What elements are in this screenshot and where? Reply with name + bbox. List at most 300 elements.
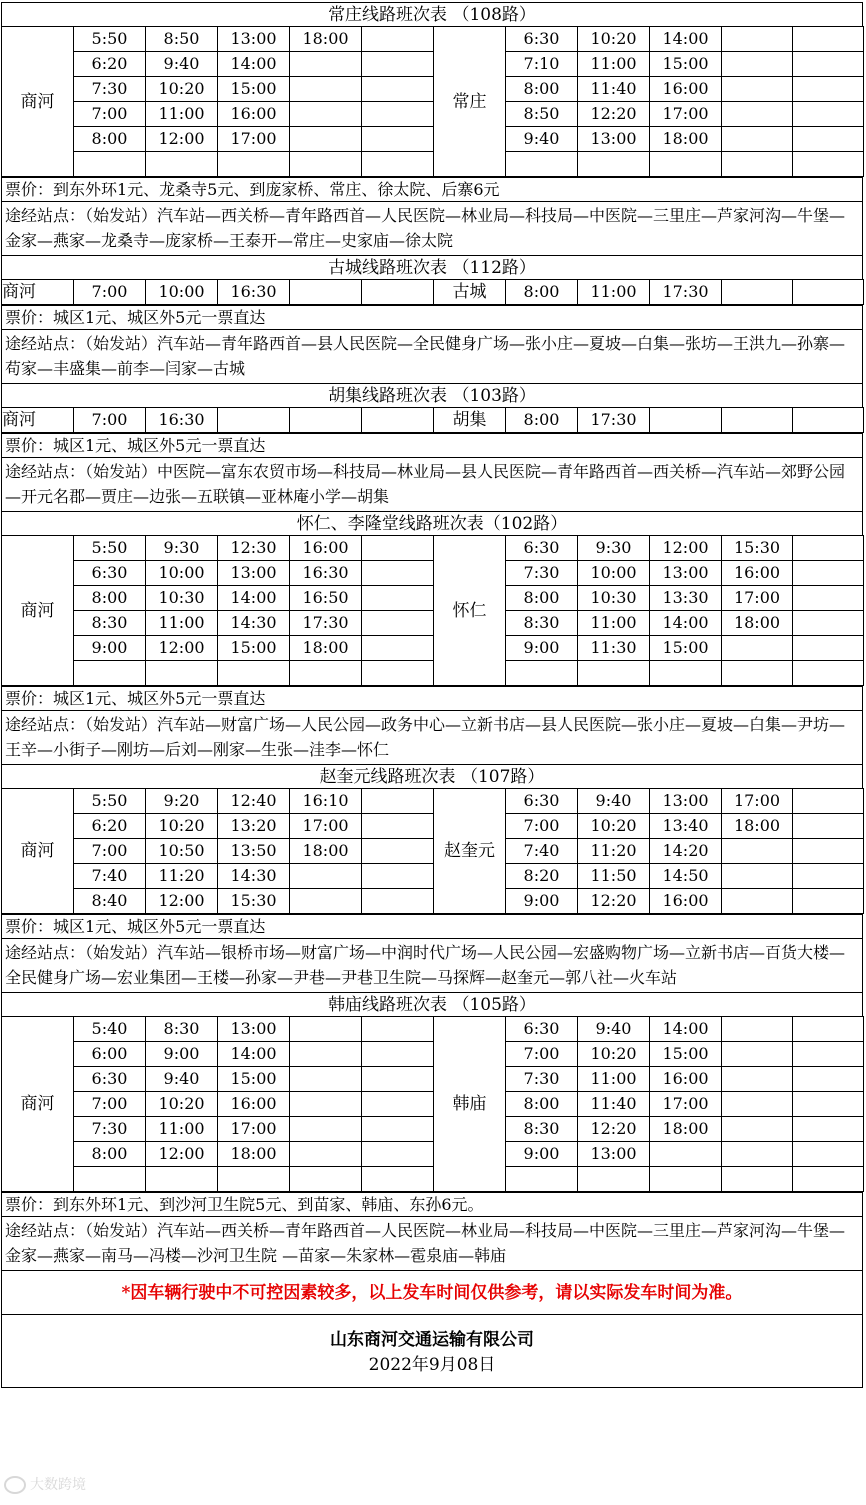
return-time: 16:00: [722, 561, 793, 586]
departure-time: [290, 52, 362, 77]
departure-time: 16:30: [218, 280, 290, 305]
return-time: [722, 1142, 793, 1167]
timetable-row: [2, 52, 864, 77]
departure-time: 18:00: [290, 636, 362, 661]
return-time: 13:00: [650, 561, 722, 586]
return-time: 6:30: [506, 1017, 578, 1042]
departure-time: 5:50: [74, 789, 146, 814]
route-title: 怀仁、李隆堂线路班次表（102路）: [1, 511, 863, 535]
departure-time: 17:30: [290, 611, 362, 636]
return-time: 7:30: [506, 561, 578, 586]
notice: *因车辆行驶中不可控因素较多，以上发车时间仅供参考，请以实际发车时间为准。: [1, 1270, 863, 1314]
departure-time: [362, 1167, 434, 1192]
watermark: [4, 1474, 86, 1494]
return-time: [722, 27, 793, 52]
return-time: [650, 661, 722, 686]
departure-time: [74, 1167, 146, 1192]
return-time: [722, 102, 793, 127]
departure-time: [290, 280, 362, 305]
return-time: 14:00: [650, 27, 722, 52]
return-time: [793, 611, 864, 636]
departure-time: 17:00: [290, 814, 362, 839]
departure-time: 9:00: [74, 636, 146, 661]
return-time: [793, 152, 864, 177]
return-time: 9:30: [578, 536, 650, 561]
departure-time: 16:30: [290, 561, 362, 586]
return-time: 11:40: [578, 1092, 650, 1117]
return-time: 7:10: [506, 52, 578, 77]
return-time: [793, 561, 864, 586]
departure-time: [74, 152, 146, 177]
departure-time: [362, 839, 434, 864]
departure-time: 18:00: [290, 27, 362, 52]
return-time: [578, 661, 650, 686]
departure-time: 5:50: [74, 536, 146, 561]
departure-time: 11:00: [146, 611, 218, 636]
departure-time: 12:00: [146, 127, 218, 152]
return-time: [650, 1167, 722, 1192]
departure-time: 11:00: [146, 1117, 218, 1142]
route-stops: 途经站点：（始发站）汽车站—银桥市场—财富广场—中润时代广场—人民公园—宏盛购物广场—立新书店—百货大楼—全民健身广场—宏业集团—王楼—孙家—尹巷—尹巷卫生院—马探辉—赵奎元—郭八社—火车站: [1, 938, 863, 992]
return-time: [793, 408, 864, 433]
return-time: [793, 1167, 864, 1192]
watermark-logo-icon: [4, 1476, 26, 1494]
timetable-row: [2, 636, 864, 661]
departure-time: 9:20: [146, 789, 218, 814]
return-time: [650, 1142, 722, 1167]
return-time: 8:30: [506, 611, 578, 636]
return-time: 15:30: [722, 536, 793, 561]
departure-time: [362, 864, 434, 889]
fare-info: 票价：城区1元、城区外5元一票直达: [1, 433, 863, 457]
departure-time: 8:50: [146, 27, 218, 52]
return-time: 6:30: [506, 789, 578, 814]
return-time: 15:00: [650, 636, 722, 661]
departure-time: [290, 152, 362, 177]
route-title: 韩庙线路班次表 （105路）: [1, 992, 863, 1016]
return-time: 11:40: [578, 77, 650, 102]
route-stops: 途经站点：（始发站）汽车站—财富广场—人民公园—政务中心—立新书店—县人民医院—张小庄—夏坡—白集—尹坊—王辛—小街子—刚坊—后刘—刚家—生张—洼李—怀仁: [1, 710, 863, 764]
departure-time: [218, 661, 290, 686]
timetable: [1, 407, 864, 433]
return-time: 8:20: [506, 864, 578, 889]
return-time: [722, 1017, 793, 1042]
return-time: [650, 408, 722, 433]
departure-time: 7:00: [74, 1092, 146, 1117]
departure-time: [362, 1042, 434, 1067]
departure-time: 7:30: [74, 77, 146, 102]
departure-time: 8:00: [74, 586, 146, 611]
return-time: [793, 789, 864, 814]
return-time: [793, 1142, 864, 1167]
departure-time: 5:40: [74, 1017, 146, 1042]
departure-time: 16:00: [218, 102, 290, 127]
departure-time: [362, 1017, 434, 1042]
departure-time: [290, 1117, 362, 1142]
departure-time: 16:50: [290, 586, 362, 611]
timetable-row: [2, 102, 864, 127]
return-time: 10:20: [578, 814, 650, 839]
origin-stop: 商河: [2, 1017, 74, 1192]
return-time: 9:40: [578, 1017, 650, 1042]
departure-time: [362, 789, 434, 814]
return-time: [722, 77, 793, 102]
return-time: 10:30: [578, 586, 650, 611]
departure-time: [218, 408, 290, 433]
departure-time: 6:20: [74, 814, 146, 839]
departure-time: [290, 1067, 362, 1092]
return-time: [793, 280, 864, 305]
departure-time: 10:30: [146, 586, 218, 611]
origin-stop: 商河: [2, 408, 74, 433]
departure-time: 10:20: [146, 814, 218, 839]
departure-time: [362, 102, 434, 127]
departure-time: [290, 1167, 362, 1192]
return-time: [793, 27, 864, 52]
departure-time: 6:20: [74, 52, 146, 77]
departure-time: 17:00: [218, 127, 290, 152]
departure-time: [362, 1117, 434, 1142]
departure-time: 8:00: [74, 127, 146, 152]
return-time: [722, 408, 793, 433]
departure-time: [290, 102, 362, 127]
return-time: [722, 127, 793, 152]
departure-time: 14:00: [218, 586, 290, 611]
return-time: 9:00: [506, 636, 578, 661]
departure-time: [290, 889, 362, 914]
return-time: [650, 152, 722, 177]
departure-time: [146, 152, 218, 177]
return-time: 8:00: [506, 280, 578, 305]
departure-time: 6:30: [74, 1067, 146, 1092]
return-time: 10:20: [578, 27, 650, 52]
departure-time: 15:00: [218, 1067, 290, 1092]
return-time: [793, 636, 864, 661]
return-time: 17:00: [650, 102, 722, 127]
timetable: [1, 279, 864, 305]
return-time: 14:00: [650, 611, 722, 636]
return-time: 17:00: [722, 789, 793, 814]
timetable-row: [2, 27, 864, 52]
departure-time: [362, 889, 434, 914]
timetable-row: [2, 1017, 864, 1042]
departure-time: [74, 661, 146, 686]
departure-time: 6:30: [74, 561, 146, 586]
return-time: [722, 1167, 793, 1192]
return-time: [793, 661, 864, 686]
departure-time: 18:00: [290, 839, 362, 864]
return-time: [506, 152, 578, 177]
departure-time: 12:30: [218, 536, 290, 561]
return-time: 11:00: [578, 280, 650, 305]
departure-time: [290, 77, 362, 102]
return-time: 11:30: [578, 636, 650, 661]
destination-stop: 胡集: [434, 408, 506, 433]
issue-date: 2022年9月08日: [368, 1355, 496, 1375]
return-time: 11:00: [578, 1067, 650, 1092]
departure-time: 14:00: [218, 52, 290, 77]
departure-time: [362, 611, 434, 636]
return-time: [793, 1042, 864, 1067]
departure-time: 13:00: [218, 1017, 290, 1042]
return-time: [722, 1092, 793, 1117]
return-time: 15:00: [650, 1042, 722, 1067]
departure-time: 7:00: [74, 408, 146, 433]
departure-time: 8:00: [74, 1142, 146, 1167]
return-time: 12:20: [578, 889, 650, 914]
timetable-row: [2, 839, 864, 864]
fare-info: 票价：到东外环1元、龙桑寺5元、到庞家桥、常庄、徐太院、后寨6元: [1, 177, 863, 201]
departure-time: [362, 52, 434, 77]
return-time: 13:00: [578, 127, 650, 152]
return-time: 10:00: [578, 561, 650, 586]
fare-info: 票价：到东外环1元、到沙河卫生院5元、到苗家、韩庙、东孙6元。: [1, 1192, 863, 1216]
return-time: [506, 1167, 578, 1192]
departure-time: 15:30: [218, 889, 290, 914]
timetable-row: [2, 127, 864, 152]
route-title: 赵奎元线路班次表 （107路）: [1, 764, 863, 788]
return-time: 13:00: [650, 789, 722, 814]
return-time: [722, 889, 793, 914]
departure-time: 15:00: [218, 77, 290, 102]
departure-time: 15:00: [218, 636, 290, 661]
route-title: 常庄线路班次表 （108路）: [1, 2, 863, 26]
departure-time: 9:30: [146, 536, 218, 561]
return-time: 12:20: [578, 102, 650, 127]
departure-time: 7:00: [74, 280, 146, 305]
return-time: 10:20: [578, 1042, 650, 1067]
return-time: [793, 814, 864, 839]
timetable-row: [2, 408, 864, 433]
return-time: [793, 77, 864, 102]
departure-time: 9:40: [146, 1067, 218, 1092]
departure-time: [362, 152, 434, 177]
departure-time: [362, 1142, 434, 1167]
departure-time: [362, 1067, 434, 1092]
return-time: 15:00: [650, 52, 722, 77]
return-time: [722, 1067, 793, 1092]
return-time: 17:00: [650, 1092, 722, 1117]
departure-time: [362, 1092, 434, 1117]
return-time: [722, 152, 793, 177]
return-time: [722, 1042, 793, 1067]
return-time: 8:00: [506, 1092, 578, 1117]
timetable-row: [2, 611, 864, 636]
timetable-row: [2, 889, 864, 914]
return-time: [793, 1067, 864, 1092]
departure-time: 14:00: [218, 1042, 290, 1067]
destination-stop: 怀仁: [434, 536, 506, 686]
departure-time: 10:20: [146, 77, 218, 102]
destination-stop: 赵奎元: [434, 789, 506, 914]
return-time: [722, 52, 793, 77]
departure-time: 18:00: [218, 1142, 290, 1167]
departure-time: [362, 127, 434, 152]
return-time: [793, 1117, 864, 1142]
departure-time: [362, 814, 434, 839]
departure-time: 10:50: [146, 839, 218, 864]
timetable-row: [2, 1042, 864, 1067]
fare-info: 票价：城区1元、城区外5元一票直达: [1, 305, 863, 329]
return-time: 7:00: [506, 814, 578, 839]
return-time: 8:30: [506, 1117, 578, 1142]
timetable-row: [2, 536, 864, 561]
departure-time: 11:00: [146, 102, 218, 127]
origin-stop: 商河: [2, 789, 74, 914]
return-time: [793, 102, 864, 127]
departure-time: [362, 561, 434, 586]
origin-stop: 商河: [2, 536, 74, 686]
return-time: 16:00: [650, 889, 722, 914]
departure-time: 10:20: [146, 1092, 218, 1117]
return-time: 17:30: [650, 280, 722, 305]
return-time: [793, 889, 864, 914]
departure-time: 10:00: [146, 561, 218, 586]
timetable-row: [2, 280, 864, 305]
return-time: 17:30: [578, 408, 650, 433]
return-time: [506, 661, 578, 686]
return-time: 18:00: [650, 127, 722, 152]
departure-time: 7:30: [74, 1117, 146, 1142]
origin-stop: 商河: [2, 280, 74, 305]
departure-time: 12:40: [218, 789, 290, 814]
departure-time: 13:20: [218, 814, 290, 839]
departure-time: 11:20: [146, 864, 218, 889]
return-time: 14:00: [650, 1017, 722, 1042]
departure-time: 17:00: [218, 1117, 290, 1142]
return-time: 13:00: [578, 1142, 650, 1167]
return-time: 16:00: [650, 77, 722, 102]
return-time: [793, 1017, 864, 1042]
return-time: 18:00: [722, 611, 793, 636]
route-title: 古城线路班次表 （112路）: [1, 255, 863, 279]
route-title: 胡集线路班次表 （103路）: [1, 383, 863, 407]
departure-time: 7:00: [74, 839, 146, 864]
return-time: 11:20: [578, 839, 650, 864]
departure-time: [290, 1017, 362, 1042]
return-time: 9:00: [506, 889, 578, 914]
fare-info: 票价：城区1元、城区外5元一票直达: [1, 686, 863, 710]
departure-time: [146, 661, 218, 686]
departure-time: [290, 661, 362, 686]
return-time: [722, 280, 793, 305]
return-time: 11:50: [578, 864, 650, 889]
departure-time: 8:40: [74, 889, 146, 914]
return-time: 8:00: [506, 77, 578, 102]
timetable: [1, 535, 864, 686]
return-time: 8:00: [506, 586, 578, 611]
departure-time: [218, 152, 290, 177]
return-time: 9:40: [578, 789, 650, 814]
return-time: 13:30: [650, 586, 722, 611]
departure-time: 16:30: [146, 408, 218, 433]
route-stops: 途经站点：（始发站）汽车站—西关桥—青年路西首—人民医院—林业局—科技局—中医院—三里庄—芦家河沟—牛堡—金家—燕家—南马—冯楼—沙河卫生院 —苗家—朱家林—雹泉庙—韩庙: [1, 1216, 863, 1270]
return-time: 11:00: [578, 52, 650, 77]
departure-time: 13:00: [218, 27, 290, 52]
departure-time: [362, 636, 434, 661]
departure-time: 16:00: [218, 1092, 290, 1117]
departure-time: 12:00: [146, 1142, 218, 1167]
return-time: [722, 864, 793, 889]
return-time: 18:00: [722, 814, 793, 839]
timetable: [1, 1016, 864, 1192]
route-stops: 途经站点：（始发站）中医院—富东农贸市场—科技局—林业局—县人民医院—青年路西首—西关桥—汽车站—郊野公园—开元名郡—贾庄—边张—五联镇—亚林庵小学—胡集: [1, 457, 863, 511]
departure-time: 10:00: [146, 280, 218, 305]
return-time: 12:00: [650, 536, 722, 561]
timetable-row: [2, 1067, 864, 1092]
return-time: 8:50: [506, 102, 578, 127]
departure-time: 5:50: [74, 27, 146, 52]
footer: [1, 1314, 863, 1388]
destination-stop: 古城: [434, 280, 506, 305]
departure-time: 12:00: [146, 636, 218, 661]
company-name: 山东商河交通运输有限公司: [330, 1330, 534, 1350]
timetable-row: [2, 561, 864, 586]
return-time: 14:20: [650, 839, 722, 864]
timetable-row: [2, 586, 864, 611]
departure-time: 16:10: [290, 789, 362, 814]
departure-time: [362, 661, 434, 686]
departure-time: 14:30: [218, 864, 290, 889]
departure-time: [290, 127, 362, 152]
return-time: [578, 1167, 650, 1192]
destination-stop: 常庄: [434, 27, 506, 177]
return-time: 7:30: [506, 1067, 578, 1092]
departure-time: [218, 1167, 290, 1192]
fare-info: 票价：城区1元、城区外5元一票直达: [1, 914, 863, 938]
departure-time: [362, 280, 434, 305]
departure-time: [362, 536, 434, 561]
return-time: 16:00: [650, 1067, 722, 1092]
departure-time: 6:00: [74, 1042, 146, 1067]
return-time: 6:30: [506, 536, 578, 561]
timetable: [1, 788, 864, 914]
timetable-row: [2, 789, 864, 814]
departure-time: 12:00: [146, 889, 218, 914]
return-time: 13:40: [650, 814, 722, 839]
departure-time: [290, 1142, 362, 1167]
return-time: [793, 839, 864, 864]
return-time: [722, 839, 793, 864]
return-time: 7:00: [506, 1042, 578, 1067]
watermark-text: 大数跨境: [30, 1477, 86, 1493]
return-time: 11:00: [578, 611, 650, 636]
return-time: [793, 127, 864, 152]
departure-time: 7:00: [74, 102, 146, 127]
return-time: 8:00: [506, 408, 578, 433]
timetable: [1, 26, 864, 177]
timetable-row: [2, 1167, 864, 1192]
return-time: [578, 152, 650, 177]
timetable-row: [2, 152, 864, 177]
route-stops: 途经站点：（始发站）汽车站—青年路西首—县人民医院—全民健身广场—张小庄—夏坡—白集—张坊—王洪九—孙寨—苟家—丰盛集—前李—闫家—古城: [1, 329, 863, 383]
departure-time: [362, 27, 434, 52]
destination-stop: 韩庙: [434, 1017, 506, 1192]
departure-time: 8:30: [146, 1017, 218, 1042]
departure-time: [290, 1092, 362, 1117]
return-time: [722, 1117, 793, 1142]
return-time: 12:20: [578, 1117, 650, 1142]
departure-time: 7:40: [74, 864, 146, 889]
departure-time: [362, 408, 434, 433]
departure-time: 13:50: [218, 839, 290, 864]
return-time: [722, 661, 793, 686]
timetable-row: [2, 661, 864, 686]
timetable-row: [2, 1117, 864, 1142]
return-time: 9:00: [506, 1142, 578, 1167]
departure-time: [146, 1167, 218, 1192]
return-time: [793, 1092, 864, 1117]
